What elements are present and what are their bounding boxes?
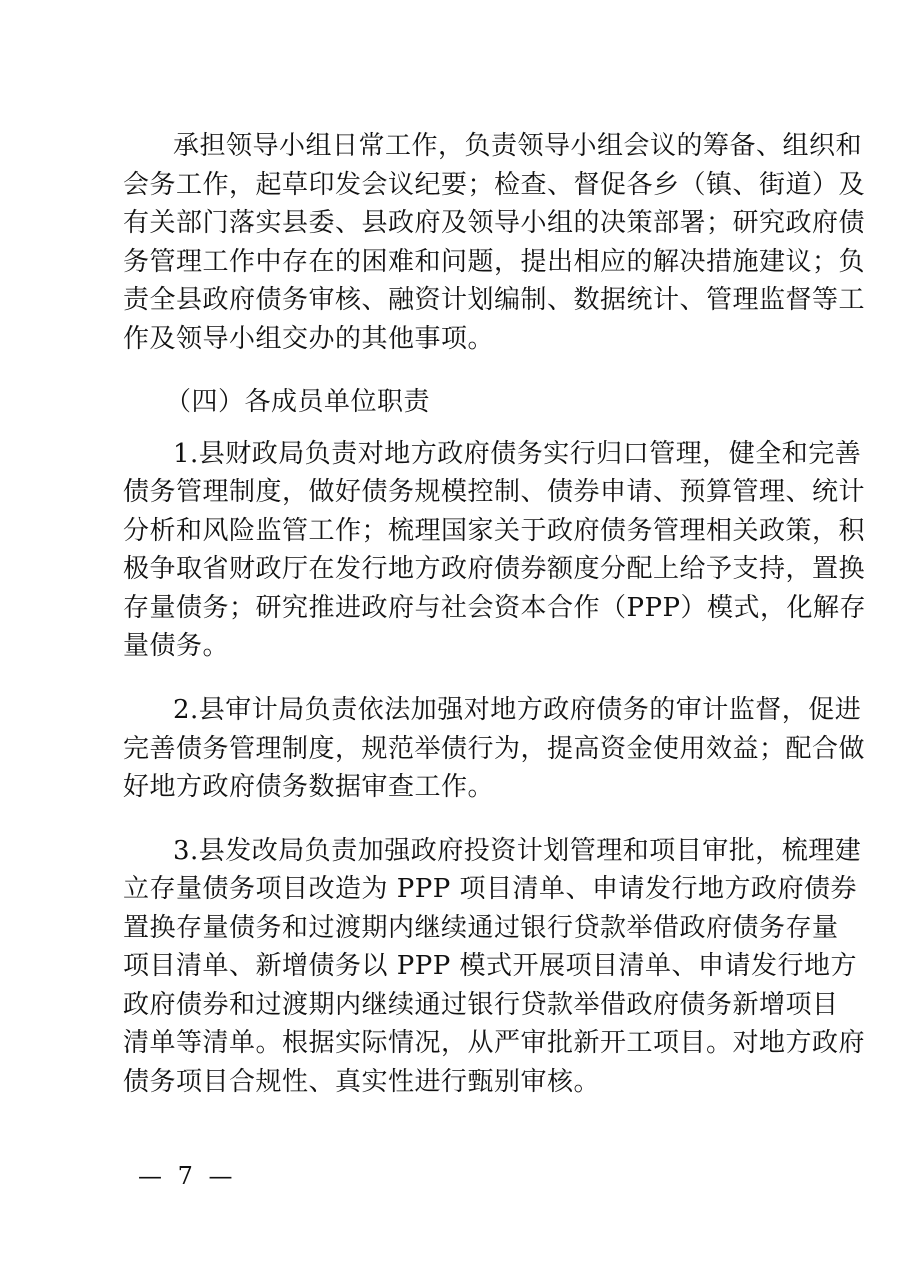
text-line: 项目清单、新增债务以 PPP 模式开展项目清单、申请发行地方 (123, 951, 858, 981)
text-line: 2.县审计局负责依法加强对地方政府债务的审计监督，促进 (173, 695, 862, 725)
text-line: 极争取省财政厅在发行地方政府债券额度分配上给予支持，置换 (123, 554, 866, 584)
text-line: 务管理工作中存在的困难和问题，提出相应的解决措施建议；负 (123, 247, 866, 277)
text-line: 作及领导小组交办的其他事项。 (123, 324, 495, 354)
text-line: 存量债务；研究推进政府与社会资本合作（PPP）模式，化解存 (123, 593, 866, 623)
text-line: 承担领导小组日常工作，负责领导小组会议的筹备、组织和 (173, 131, 863, 161)
text-line: 好地方政府债务数据审查工作。 (123, 772, 495, 802)
text-line: 会务工作，起草印发会议纪要；检查、督促各乡（镇、街道）及 (123, 170, 866, 200)
text-line: 责全县政府债务审核、融资计划编制、数据统计、管理监督等工 (123, 285, 866, 315)
section-heading: （四）各成员单位职责 (165, 387, 431, 417)
page-number: — 7 — (138, 1162, 237, 1190)
text-line: 3.县发改局负责加强政府投资计划管理和项目审批，梳理建 (173, 836, 862, 866)
text-line: 清单等清单。根据实际情况，从严审批新开工项目。对地方政府 (123, 1028, 866, 1058)
text-line: 债务管理制度，做好债务规模控制、债券申请、预算管理、统计 (123, 477, 866, 507)
text-line: 置换存量债务和过渡期内继续通过银行贷款举借政府债务存量 (123, 913, 839, 943)
text-line: 分析和风险监管工作；梳理国家关于政府债务管理相关政策，积 (123, 516, 866, 546)
text-line: 量债务。 (123, 631, 230, 661)
text-line: 债务项目合规性、真实性进行甄别审核。 (123, 1067, 601, 1097)
text-line: 立存量债务项目改造为 PPP 项目清单、申请发行地方政府债券 (123, 874, 858, 904)
text-line: 1.县财政局负责对地方政府债务实行归口管理，健全和完善 (173, 439, 862, 469)
text-line: 政府债券和过渡期内继续通过银行贷款举借政府债务新增项目 (123, 990, 839, 1020)
text-line: 有关部门落实县委、县政府及领导小组的决策部署；研究政府债 (123, 208, 866, 238)
text-line: 完善债务管理制度，规范举债行为，提高资金使用效益；配合做 (123, 734, 866, 764)
